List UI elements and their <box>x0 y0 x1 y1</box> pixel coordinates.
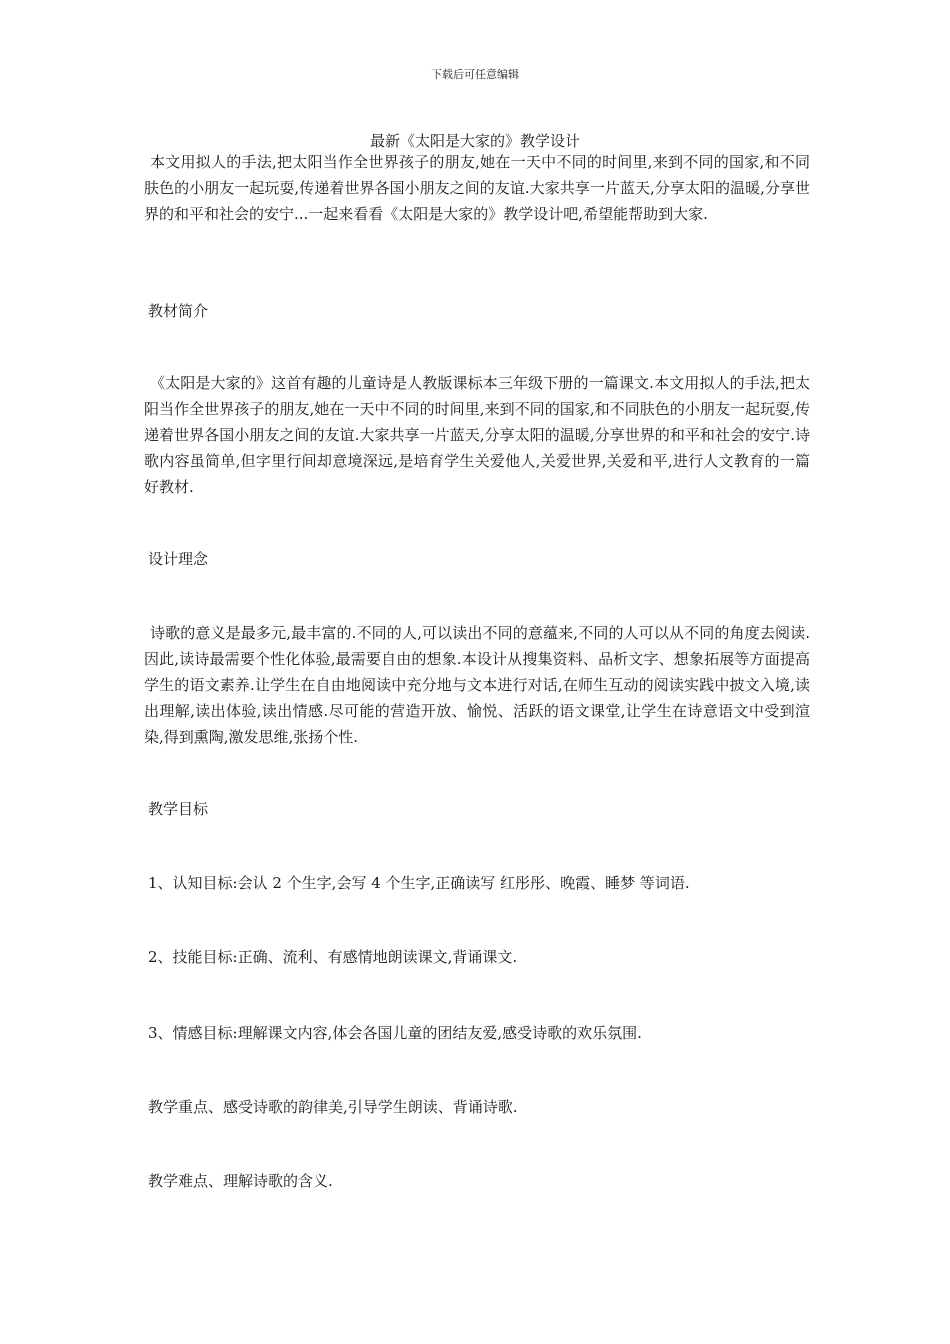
goal-item-emotion: 3、情感目标:理解课文内容,体会各国儿童的团结友爱,感受诗歌的欢乐氛围. <box>148 1024 642 1042</box>
teaching-difficulty: 教学难点、理解诗歌的含义. <box>148 1172 333 1190</box>
goal-item-skill: 2、技能目标:正确、流利、有感情地朗读课文,背诵课文. <box>148 948 518 966</box>
teaching-focus: 教学重点、感受诗歌的韵律美,引导学生朗读、背诵诗歌. <box>148 1098 518 1116</box>
goal-item-cognitive: 1、认知目标:会认 2 个生字,会写 4 个生字,正确读写 红彤彤、晚霞、睡梦 等词语. <box>148 874 690 892</box>
concept-paragraph: 诗歌的意义是最多元,最丰富的.不同的人,可以读出不同的意蕴来,不同的人可以从不同的角度去阅读.因此,读诗最需要个性化体验,最需要自由的想象.本设计从搜集资料、品析文字、想象拓展等方面提高学生的语文素养.让学生在自由地阅读中充分地与文本进行对话,在师生互动的阅读实践中披文入境,读出理解,读出体验,读出情感.尽可能的营造开放、愉悦、活跃的语文课堂,让学生在诗意语文中受到渲染,得到熏陶,激发思维,张扬个性. <box>144 624 810 746</box>
section-heading-material: 教材简介 <box>148 302 209 320</box>
section-heading-concept: 设计理念 <box>148 550 209 568</box>
intro-paragraph: 本文用拟人的手法,把太阳当作全世界孩子的朋友,她在一天中不同的时间里,来到不同的国家,和不同肤色的小朋友一起玩耍,传递着世界各国小朋友之间的友谊.大家共享一片蓝天,分享太阳的温暖,分享世界的和平和社会的安宁...一起来看看《太阳是大家的》教学设计吧,希望能帮助到大家. <box>144 153 810 223</box>
material-paragraph: 《太阳是大家的》这首有趣的儿童诗是人教版课标本三年级下册的一篇课文.本文用拟人的手法,把太阳当作全世界孩子的朋友,她在一天中不同的时间里,来到不同的国家,和不同肤色的小朋友一起玩耍,传递着世界各国小朋友之间的友谊.大家共享一片蓝天,分享太阳的温暖,分享世界的和平和社会的安宁.诗歌内容虽简单,但字里行间却意境深远,是培育学生关爱他人,关爱世界,关爱和平,进行人文教育的一篇好教材. <box>144 374 810 496</box>
document-title: 最新《太阳是大家的》教学设计 <box>369 132 580 150</box>
section-heading-goals: 教学目标 <box>148 800 209 818</box>
header-note: 下载后可任意编辑 <box>431 68 519 81</box>
